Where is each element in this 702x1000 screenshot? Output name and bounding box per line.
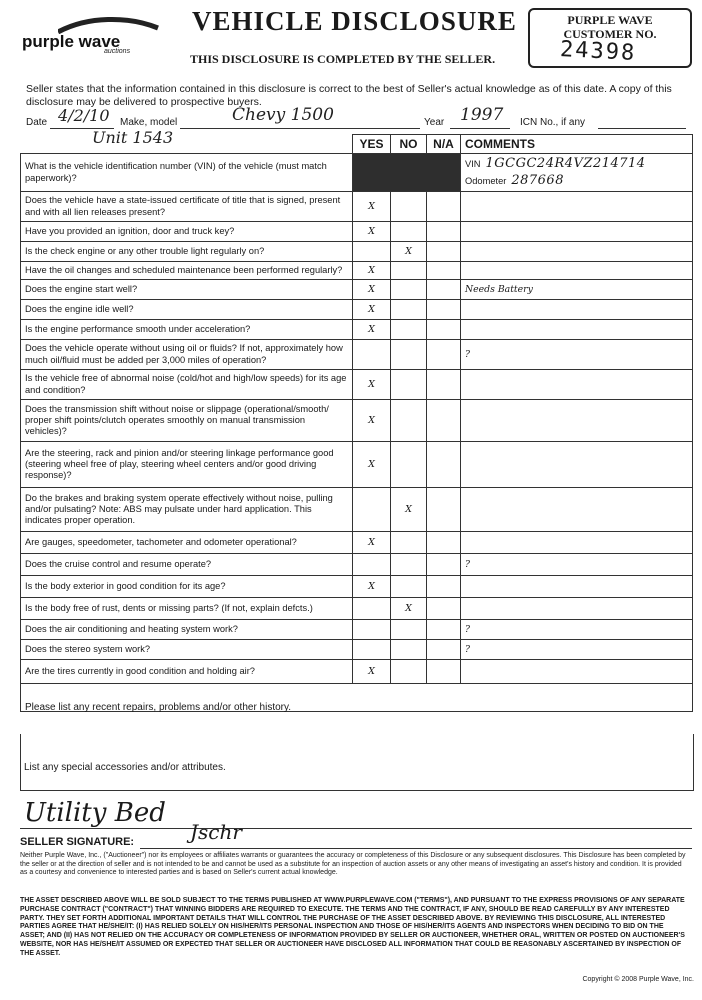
- yes-checkbox[interactable]: [353, 598, 391, 620]
- yes-checkbox[interactable]: X: [353, 442, 391, 488]
- year-value[interactable]: 1997: [460, 105, 504, 125]
- question-text: Does the vehicle operate without using oil or fluids? If not, approximately how much oil/fluid must be added per 3,000 miles of operation?: [21, 340, 353, 370]
- yes-checkbox[interactable]: X: [353, 660, 391, 684]
- yes-checkbox[interactable]: X: [353, 262, 391, 280]
- question-text: Does the stereo system work?: [21, 640, 353, 660]
- na-checkbox[interactable]: [427, 532, 461, 554]
- comment-cell[interactable]: [461, 370, 693, 400]
- yes-checkbox[interactable]: [353, 340, 391, 370]
- na-checkbox[interactable]: [427, 192, 461, 222]
- question-row: [21, 554, 693, 576]
- question-text: Are the tires currently in good condition and holding air?: [21, 660, 353, 684]
- yes-checkbox[interactable]: X: [353, 370, 391, 400]
- question-text: Do the brakes and braking system operate effectively without noise, pulling and/or pulsating? Note: ABS may pulsate under hard application. This indicates proper operation.: [21, 488, 353, 532]
- yes-checkbox[interactable]: X: [353, 532, 391, 554]
- na-checkbox[interactable]: [427, 400, 461, 442]
- question-row: [21, 532, 693, 554]
- no-checkbox[interactable]: [391, 554, 427, 576]
- unit-note: Unit 1543: [92, 128, 174, 147]
- intro-text: Seller states that the information contained in this disclosure is correct to the best of Seller's actual knowledge as of this date. A copy of this disclosure may be delivered to prospective buyers.: [26, 83, 672, 108]
- yes-checkbox[interactable]: X: [353, 400, 391, 442]
- yes-checkbox[interactable]: [353, 640, 391, 660]
- make-value[interactable]: Chevy 1500: [232, 105, 334, 125]
- na-checkbox[interactable]: [427, 442, 461, 488]
- question-row: [21, 640, 693, 660]
- na-checkbox[interactable]: [427, 488, 461, 532]
- question-row: [21, 660, 693, 684]
- vin-row: [21, 154, 693, 192]
- wave-icon: [58, 14, 198, 34]
- na-checkbox[interactable]: [427, 598, 461, 620]
- col-na: N/A: [427, 135, 461, 154]
- comment-cell[interactable]: [461, 576, 693, 598]
- comment-cell[interactable]: [461, 320, 693, 340]
- make-label: Make, model: [120, 117, 178, 128]
- question-row: [21, 598, 693, 620]
- no-checkbox[interactable]: [391, 532, 427, 554]
- no-checkbox[interactable]: [391, 340, 427, 370]
- na-checkbox[interactable]: [427, 620, 461, 640]
- question-row: [21, 400, 693, 442]
- question-row: [21, 280, 693, 300]
- question-text: Is the body exterior in good condition for its age?: [21, 576, 353, 598]
- logo-subtext: auctions: [104, 48, 131, 55]
- question-text: Is the vehicle free of abnormal noise (cold/hot and high/low speeds) for its age and condition?: [21, 370, 353, 400]
- comment-cell[interactable]: [461, 242, 693, 262]
- na-checkbox[interactable]: [427, 370, 461, 400]
- no-checkbox[interactable]: X: [391, 598, 427, 620]
- customer-label-1: PURPLE WAVE: [567, 13, 653, 27]
- question-row: [21, 300, 693, 320]
- col-yes: YES: [353, 135, 391, 154]
- no-checkbox[interactable]: [391, 280, 427, 300]
- na-checkbox[interactable]: [427, 554, 461, 576]
- no-checkbox[interactable]: [391, 620, 427, 640]
- question-row: [21, 620, 693, 640]
- question-row: [21, 192, 693, 222]
- date-label: Date: [26, 117, 48, 128]
- no-checkbox[interactable]: [391, 442, 427, 488]
- yes-checkbox[interactable]: X: [353, 280, 391, 300]
- yes-checkbox[interactable]: [353, 488, 391, 532]
- yes-checkbox[interactable]: X: [353, 192, 391, 222]
- accessories-label: List any special accessories and/or attributes.: [24, 762, 226, 773]
- icn-label: ICN No., if any: [520, 117, 586, 128]
- no-checkbox[interactable]: [391, 640, 427, 660]
- purple-wave-logo: [18, 14, 158, 56]
- question-row: [21, 242, 693, 262]
- question-text: Is the body free of rust, dents or missing parts? (If not, explain defcts.): [21, 598, 353, 620]
- question-text: Does the cruise control and resume operate?: [21, 554, 353, 576]
- no-checkbox[interactable]: [391, 660, 427, 684]
- question-text: Does the engine start well?: [21, 280, 353, 300]
- logo-text: purple wave: [22, 32, 121, 51]
- copyright: Copyright © 2008 Purple Wave, Inc.: [582, 976, 694, 983]
- question-text: Are gauges, speedometer, tachometer and odometer operational?: [21, 532, 353, 554]
- no-checkbox[interactable]: [391, 262, 427, 280]
- customer-number-box: [528, 8, 692, 68]
- question-row: [21, 370, 693, 400]
- yes-checkbox[interactable]: X: [353, 300, 391, 320]
- na-checkbox[interactable]: [427, 340, 461, 370]
- question-text: Does the vehicle have a state-issued certificate of title that is signed, present and with all lien releases present?: [21, 192, 353, 222]
- yes-checkbox[interactable]: [353, 242, 391, 262]
- no-checkbox[interactable]: [391, 300, 427, 320]
- comment-cell[interactable]: [461, 192, 693, 222]
- question-text: Does the transmission shift without noise or slippage (operational/smooth/ proper shift points/clutch operates smoothly on manual transmission vehicles)?: [21, 400, 353, 442]
- no-checkbox[interactable]: X: [391, 242, 427, 262]
- comment-cell[interactable]: ?: [461, 554, 693, 576]
- question-text: Does the engine idle well?: [21, 300, 353, 320]
- no-checkbox[interactable]: X: [391, 488, 427, 532]
- yes-checkbox[interactable]: [353, 554, 391, 576]
- question-text: Is the check engine or any other trouble light regularly on?: [21, 242, 353, 262]
- comment-cell[interactable]: [461, 262, 693, 280]
- vin-label: VIN: [465, 158, 481, 169]
- question-row: [21, 262, 693, 280]
- na-checkbox[interactable]: [427, 300, 461, 320]
- yes-checkbox[interactable]: X: [353, 576, 391, 598]
- comment-cell[interactable]: [461, 300, 693, 320]
- na-checkbox[interactable]: [427, 242, 461, 262]
- vin-value[interactable]: 1GCGC24R4VZ214714: [485, 155, 646, 171]
- na-checkbox[interactable]: [427, 320, 461, 340]
- no-checkbox[interactable]: [391, 320, 427, 340]
- odometer-value[interactable]: 287668: [511, 172, 564, 188]
- na-checkbox[interactable]: [427, 262, 461, 280]
- signature-label: SELLER SIGNATURE:: [20, 836, 135, 848]
- col-no: NO: [391, 135, 427, 154]
- comment-cell[interactable]: [461, 532, 693, 554]
- vin-question: What is the vehicle identification number (VIN) of the vehicle (must match paperwork)?: [21, 154, 353, 192]
- odometer-label: Odometer: [465, 175, 507, 186]
- col-comments: COMMENTS: [461, 135, 693, 154]
- terms-text: THE ASSET DESCRIBED ABOVE WILL BE SOLD SUBJECT TO THE TERMS PUBLISHED AT WWW.PURPLEWAVE.COM ("TERMS"), AND PURSUANT TO THE EXPRESS PROVISIONS OF ANY SEPARATE PURCHASE CONTRACT ("CONTRACT") THAT WINNING BIDDERS ARE REQUIRED TO EXECUTE. THE TERMS AND THE CONTRACT, IF ANY, SHOULD BE READ CAREFULLY BY ANY INTERESTED PARTY. THEY SET FORTH ADDITIONAL IMPORTANT DETAILS THAT WILL CONTROL THE PURCHASE OF THE ASSET DESCRIBED ABOVE. BY REVIEWING THIS DISCLOSURE, ALL INTERESTED PARTIES AGREE THAT HE/SHE/IT: (I) HAS RELIED SOLELY ON HIS/HER/ITS PERSONAL INSPECTION AND THOSE OF HIS/HER/ITS AGENTS AND INSPECTORS WHEN DECIDING TO BID ON THE ASSET; AND (II) HAS NOT RELIED ON THE ACCURACY OR COMPLETENESS OF INFORMATION PROVIDED BY SELLER OR AUCTIONEER, WHETHER ORAL, WRITTEN OR POSTED ON AUCTIONEER'S WEBSITE, NOR HAS HE/SHE/IT ASSUMED OR EXPECTED THAT SELLER OR AUCTIONEER HAVE DISCLOSED ALL INFORMATION THAT COULD BE REASONABLY ASCERTAINED BY INSPECTION OF THE ASSET.: [20, 897, 685, 957]
- disclaimer-text: Neither Purple Wave, Inc., ("Auctioneer") nor its employees or affiliates warrants or guarantees the accuracy or completeness of this Disclosure or any subsequent disclosures. This Disclosure has been completed by the seller or at the direction of seller and is not intended to be and cannot be used as a substitute for an inspection of auction assets or any other means of investigating an asset's history and condition. It is provided as a courtesy and convenience to interested parties and is based on Seller's current actual knowledge.: [20, 852, 686, 876]
- comment-cell[interactable]: ?: [461, 340, 693, 370]
- no-checkbox[interactable]: [391, 370, 427, 400]
- comment-cell[interactable]: [461, 400, 693, 442]
- vin-shaded-cells: [353, 154, 461, 192]
- no-checkbox[interactable]: [391, 576, 427, 598]
- na-checkbox[interactable]: [427, 222, 461, 242]
- question-text: Are the steering, rack and pinion and/or steering linkage performance good (steering wheel free of play, steering wheel centers and/or good driving response)?: [21, 442, 353, 488]
- question-text: Does the air conditioning and heating system work?: [21, 620, 353, 640]
- question-row: [21, 576, 693, 598]
- customer-label-2: CUSTOMER NO.: [563, 27, 657, 41]
- question-row: [21, 340, 693, 370]
- page-title: VEHICLE DISCLOSURE: [192, 6, 517, 36]
- date-value[interactable]: 4/2/10: [58, 106, 110, 125]
- comment-cell[interactable]: [461, 222, 693, 242]
- question-text: Is the engine performance smooth under acceleration?: [21, 320, 353, 340]
- comment-cell[interactable]: [461, 488, 693, 532]
- seller-signature[interactable]: Jschr: [190, 820, 242, 844]
- no-checkbox[interactable]: [391, 192, 427, 222]
- no-checkbox[interactable]: [391, 400, 427, 442]
- disclosure-table: [20, 134, 693, 712]
- comment-cell[interactable]: ?: [461, 620, 693, 640]
- comment-cell[interactable]: [461, 660, 693, 684]
- vin-comment-cell: [461, 154, 693, 192]
- question-row: [21, 442, 693, 488]
- customer-number: 24398: [559, 37, 637, 66]
- yes-checkbox[interactable]: X: [353, 320, 391, 340]
- na-checkbox[interactable]: [427, 660, 461, 684]
- page-subtitle: THIS DISCLOSURE IS COMPLETED BY THE SELLER.: [190, 52, 496, 66]
- comment-cell[interactable]: Needs Battery: [461, 280, 693, 300]
- comment-cell[interactable]: ?: [461, 640, 693, 660]
- accessories-value[interactable]: Utility Bed: [24, 798, 166, 828]
- repairs-label: Please list any recent repairs, problems and/or other history.: [25, 702, 292, 713]
- question-row: [21, 320, 693, 340]
- na-checkbox[interactable]: [427, 640, 461, 660]
- question-text: Have the oil changes and scheduled maintenance been performed regularly?: [21, 262, 353, 280]
- year-label: Year: [424, 117, 445, 128]
- no-checkbox[interactable]: [391, 222, 427, 242]
- comment-cell[interactable]: [461, 442, 693, 488]
- question-text: Have you provided an ignition, door and truck key?: [21, 222, 353, 242]
- question-row: [21, 488, 693, 532]
- na-checkbox[interactable]: [427, 576, 461, 598]
- na-checkbox[interactable]: [427, 280, 461, 300]
- question-row: [21, 222, 693, 242]
- yes-checkbox[interactable]: X: [353, 222, 391, 242]
- comment-cell[interactable]: [461, 598, 693, 620]
- yes-checkbox[interactable]: [353, 620, 391, 640]
